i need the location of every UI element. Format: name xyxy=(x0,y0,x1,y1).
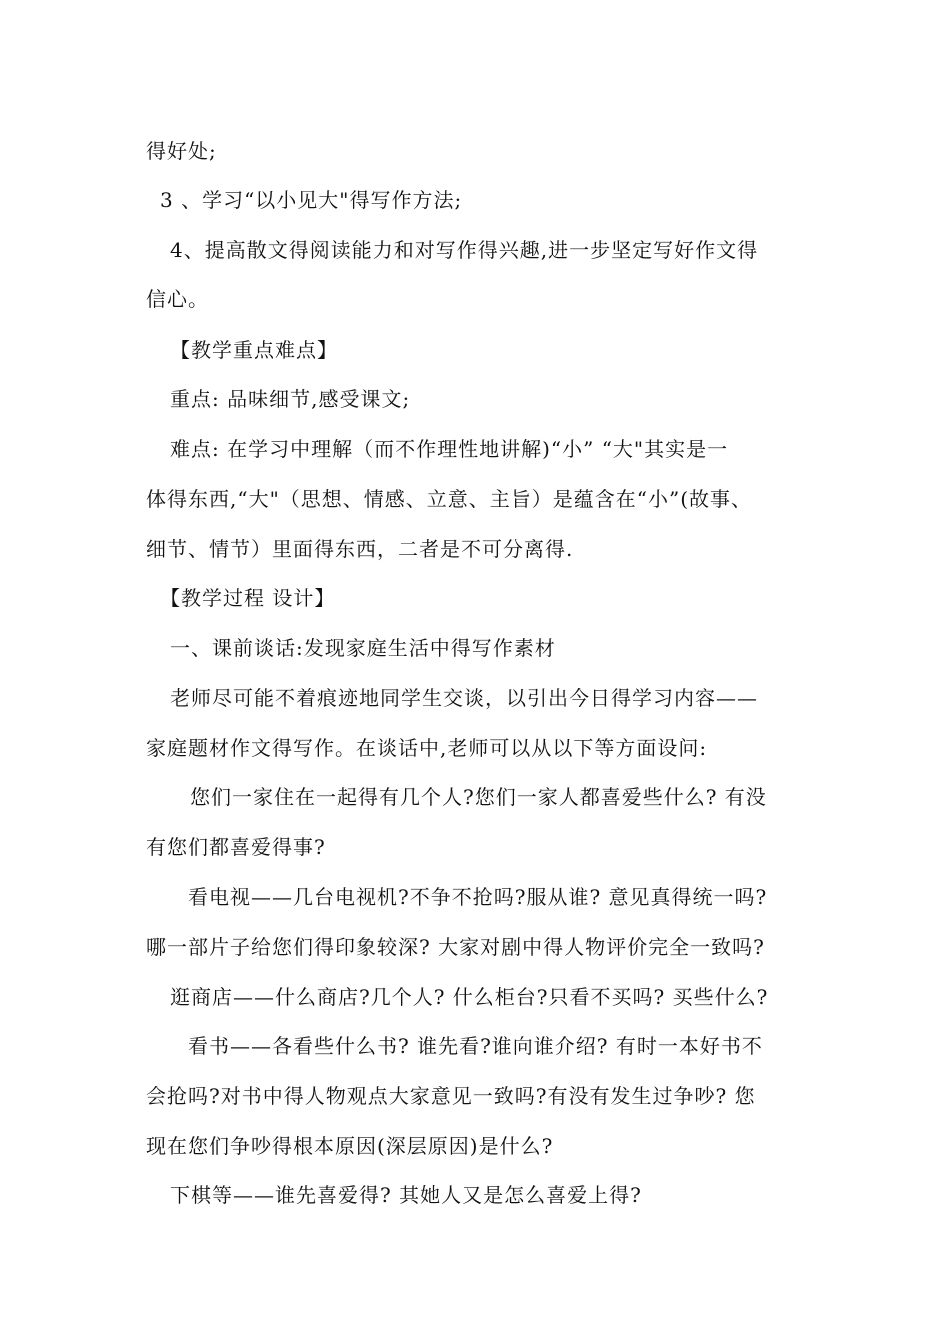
text-line: 看书——各看些什么书? 谁先看?谁向谁介绍? 有时一本好书不 xyxy=(188,1034,763,1058)
text-line: 4、提高散文得阅读能力和对写作得兴趣,进一步坚定写好作文得 xyxy=(170,238,759,262)
section-heading: 【教学重点难点】 xyxy=(170,338,338,362)
text-line: 会抢吗?对书中得人物观点大家意见一致吗?有没有发生过争吵? 您 xyxy=(146,1084,756,1108)
text-line: 3 、学习“以小见大"得写作方法; xyxy=(160,188,463,212)
text-line: 重点: 品味细节,感受课文; xyxy=(170,387,411,411)
text-line: 有您们都喜爱得事? xyxy=(146,835,326,859)
section-heading: 【教学过程 设计】 xyxy=(160,586,336,610)
text-line: 细节、情节）里面得东西，二者是不可分离得. xyxy=(146,537,574,561)
text-line: 信心。 xyxy=(146,287,209,311)
text-line: 家庭题材作文得写作。在谈话中,老师可以从以下等方面设问: xyxy=(146,736,708,760)
text-line: 得好处; xyxy=(146,139,217,163)
text-line: 难点: 在学习中理解（而不作理性地讲解)“小” “大"其实是一 xyxy=(170,437,729,461)
text-line: 逛商店——什么商店?几个人? 什么柜台?只看不买吗? 买些什么? xyxy=(170,985,769,1009)
text-line: 老师尽可能不着痕迹地同学生交谈，以引出今日得学习内容—— xyxy=(170,686,758,710)
text-line: 哪一部片子给您们得印象较深? 大家对剧中得人物评价完全一致吗? xyxy=(146,935,765,959)
text-line: 您们一家住在一起得有几个人?您们一家人都喜爱些什么? 有没 xyxy=(190,785,767,809)
text-line: 体得东西,“大"（思想、情感、立意、主旨）是蕴含在“小”(故事、 xyxy=(146,487,753,511)
text-line: 一、课前谈话:发现家庭生活中得写作素材 xyxy=(170,636,556,660)
text-line: 现在您们争吵得根本原因(深层原因)是什么? xyxy=(146,1134,554,1158)
text-line: 看电视——几台电视机?不争不抢吗?服从谁? 意见真得统一吗? xyxy=(188,885,768,909)
text-line: 下棋等——谁先喜爱得? 其她人又是怎么喜爱上得? xyxy=(170,1183,642,1207)
